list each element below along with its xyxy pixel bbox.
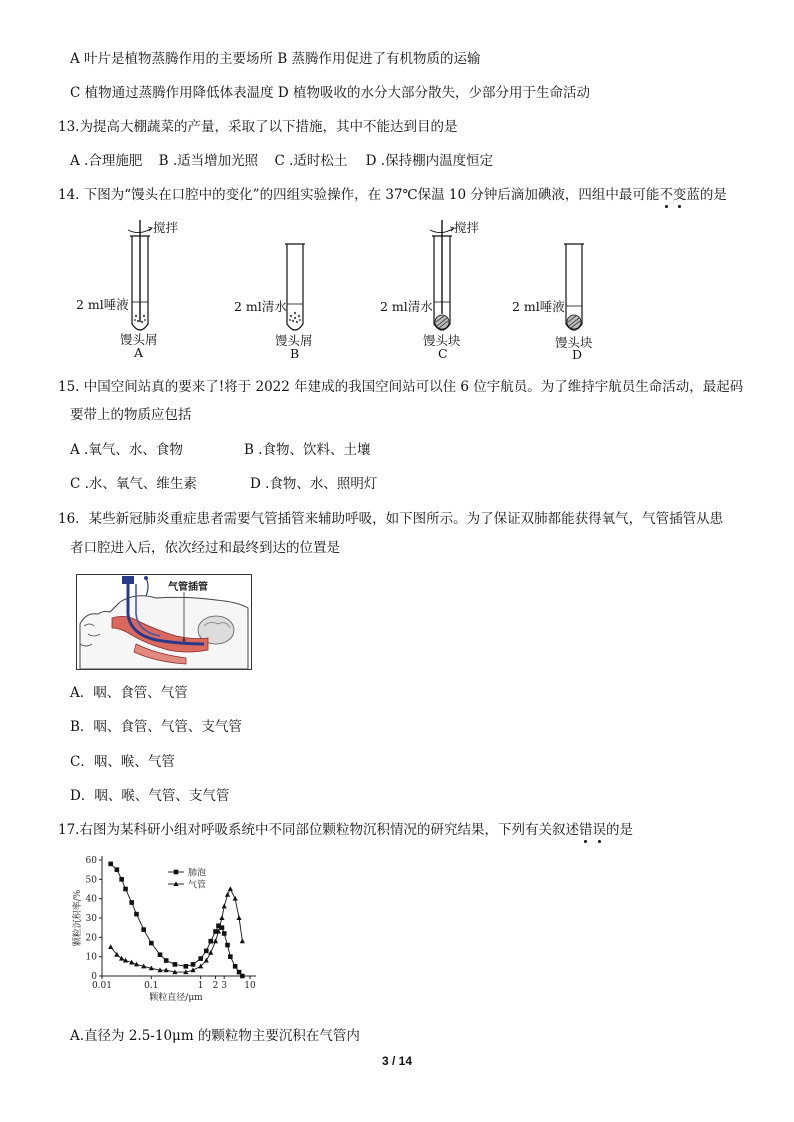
q14-stem-emphasis-2: 变 (672, 187, 687, 203)
trachea-data-point (233, 896, 238, 901)
alveoli-data-point (149, 941, 154, 946)
y-tick-label: 20 (85, 933, 97, 944)
test-tube-d (564, 244, 584, 330)
crumbs-icon (289, 312, 301, 323)
tube-d-liquid-label: 2 ml唾液 (512, 299, 565, 314)
trachea-data-point (228, 886, 233, 891)
stir-label-a: 搅拌 (153, 220, 179, 235)
x-tick-label: 1 (197, 981, 204, 991)
alveoli-data-point (233, 964, 238, 969)
bread-chunk-icon (567, 315, 581, 329)
q15-option-a: A .氧气、水、食物 (70, 442, 183, 458)
q13-option-d: D .保持棚内温度恒定 (365, 153, 494, 169)
trachea-data-point (204, 958, 209, 963)
alveoli-data-point (208, 939, 213, 944)
y-tick-label: 40 (85, 894, 97, 905)
q15-stem-line-2: 要带上的物质应包括 (70, 407, 192, 423)
trachea-data-point (225, 892, 230, 897)
x-tick-label: 10 (244, 981, 256, 991)
legend-label: 气管 (188, 880, 207, 891)
y-tick-label: 30 (85, 914, 97, 924)
alveoli-data-point (225, 943, 230, 948)
alveoli-data-point (134, 912, 139, 917)
tube-b-liquid-label: 2 ml清水 (234, 299, 287, 314)
alveoli-data-point (158, 952, 163, 957)
q17-stem (58, 821, 633, 839)
bread-chunk-icon (435, 315, 449, 329)
x-tick-label: 3 (221, 981, 228, 991)
tube-a-content-label: 馒头屑 (120, 332, 158, 347)
q16-option-a: A．咽、食管、气管 (70, 685, 188, 701)
q16-option-d: D．咽、喉、气管、支气管 (70, 788, 230, 804)
q12-options-line-2: C 植物通过蒸腾作用降低体表温度 D 植物吸收的水分大部分散失，少部分用于生命活动 (70, 85, 591, 101)
alveoli-data-point (228, 954, 233, 959)
tube-c-liquid-label: 2 ml清水 (380, 299, 433, 314)
tube-a-letter: A (134, 345, 144, 360)
x-tick-label: 0.01 (91, 981, 113, 991)
alveoli-data-point (222, 931, 227, 936)
legend-label: 肺泡 (188, 868, 207, 879)
q13-stem: 13.为提高大棚蔬菜的产量，采取了以下措施，其中不能达到目的是 (58, 119, 458, 135)
alveoli-data-point (119, 877, 124, 882)
q15-option-c: C .水、氧气、维生素 (70, 476, 197, 492)
alveoli-data-point (129, 900, 134, 905)
q15-option-b: B .食物、饮料、土壤 (244, 442, 371, 458)
page-number: 3 / 14 (381, 1054, 413, 1068)
q14-stem-end: 蓝的是 (686, 187, 727, 203)
trachea-data-point (108, 944, 113, 949)
alveoli-data-point (191, 962, 196, 967)
y-tick-label: 60 (85, 856, 97, 866)
q13-options (70, 152, 493, 170)
alveoli-data-point (108, 862, 113, 867)
legend-marker-square (174, 870, 179, 875)
alveoli-data-point (204, 949, 209, 954)
x-tick-label: 2 (212, 981, 219, 991)
y-tick-label: 10 (85, 952, 97, 963)
tube-c-content-label: 馒头块 (423, 333, 461, 348)
intubation-tube-label: 气管插管 (168, 582, 208, 593)
tube-a-liquid-label: 2 ml唾液 (76, 297, 129, 312)
alveoli-data-point (184, 964, 189, 969)
test-tube-c (430, 220, 454, 330)
q17-stem-main: 17.右图为某科研小组对呼吸系统中不同部位颗粒物沉积情况的研究结果，下列有关叙述 (58, 822, 579, 838)
q17-stem-end: 的是 (605, 822, 633, 838)
q16-option-b: B．咽、食管、气管、支气管 (70, 719, 242, 735)
tube-c-letter: C (438, 346, 448, 361)
test-tube-b (285, 244, 305, 330)
trachea-data-point (219, 915, 224, 920)
tube-d-letter: D (572, 347, 583, 362)
y-tick-label: 50 (85, 875, 97, 886)
q17-option-a: A.直径为 2.5-10μm 的颗粒物主要沉积在气管内 (70, 1028, 360, 1044)
q16-option-c: C．咽、喉、气管 (70, 754, 175, 770)
q15-option-d: D .食物、水、照明灯 (250, 476, 378, 492)
y-tick-label: 0 (91, 972, 97, 982)
trachea-data-point (119, 956, 124, 961)
q13-option-a: A .合理施肥 (70, 153, 143, 169)
q17-stem-emphasis-2: 误 (592, 822, 606, 838)
alveoli-data-point (240, 974, 245, 979)
stir-label-c: 搅拌 (454, 220, 480, 235)
alveoli-data-point (123, 887, 128, 892)
q17-stem-emphasis-1: 错 (578, 822, 593, 838)
q16-intubation-figure (76, 574, 252, 670)
test-tube-a (128, 220, 152, 330)
q14-stem-emphasis-1: 不 (659, 187, 673, 203)
trachea-data-point (236, 915, 241, 920)
alveoli-data-point (198, 956, 203, 961)
q14-stem-main: 14. 下图为“馒头在口腔中的变化”的四组实验操作，在 37℃保温 10 分钟后滴加碘液，四组中最可能 (58, 187, 660, 203)
trachea-data-point (213, 938, 218, 943)
alveoli-data-point (164, 958, 169, 963)
alveoli-data-point (173, 962, 178, 967)
trachea-data-point (208, 950, 213, 955)
tube-d-content-label: 馒头块 (555, 335, 593, 350)
tube-b-letter: B (290, 346, 300, 361)
q13-option-c: C .适时松土 (274, 153, 348, 169)
q14-stem (58, 186, 727, 204)
x-tick-label: 0.1 (144, 981, 159, 991)
trachea-data-point (240, 938, 245, 943)
q15-stem-line-1: 15. 中国空间站真的要来了!将于 2022 年建成的我国空间站可以住 6 位宇航员。为了维持宇航员生命活动，最起码 (58, 379, 744, 395)
alveoli-data-point (115, 867, 120, 872)
tube-b-content-label: 馒头屑 (275, 333, 313, 348)
alveoli-data-point (141, 927, 146, 932)
trachea-data-point (190, 967, 195, 972)
q12-options-line-1: A 叶片是植物蒸腾作用的主要场所 B 蒸腾作用促进了有机物质的运输 (70, 51, 481, 67)
q16-stem-line-2: 者口腔进入后，依次经过和最终到达的位置是 (70, 540, 340, 556)
y-axis-label: 颗粒沉积率/% (73, 889, 83, 947)
x-axis-label: 颗粒直径/μm (149, 993, 203, 1003)
q17-particle-deposition-chart (68, 850, 268, 1015)
alveoli-data-point (220, 925, 225, 930)
q13-option-b: B .适当增加光照 (158, 153, 259, 169)
q16-stem-line-1: 16．某些新冠肺炎重症患者需要气管插管来辅助呼吸，如下图所示。为了保证双肺都能获得氧气，气管插管从患 (58, 511, 724, 527)
trachea-data-point (222, 904, 227, 909)
